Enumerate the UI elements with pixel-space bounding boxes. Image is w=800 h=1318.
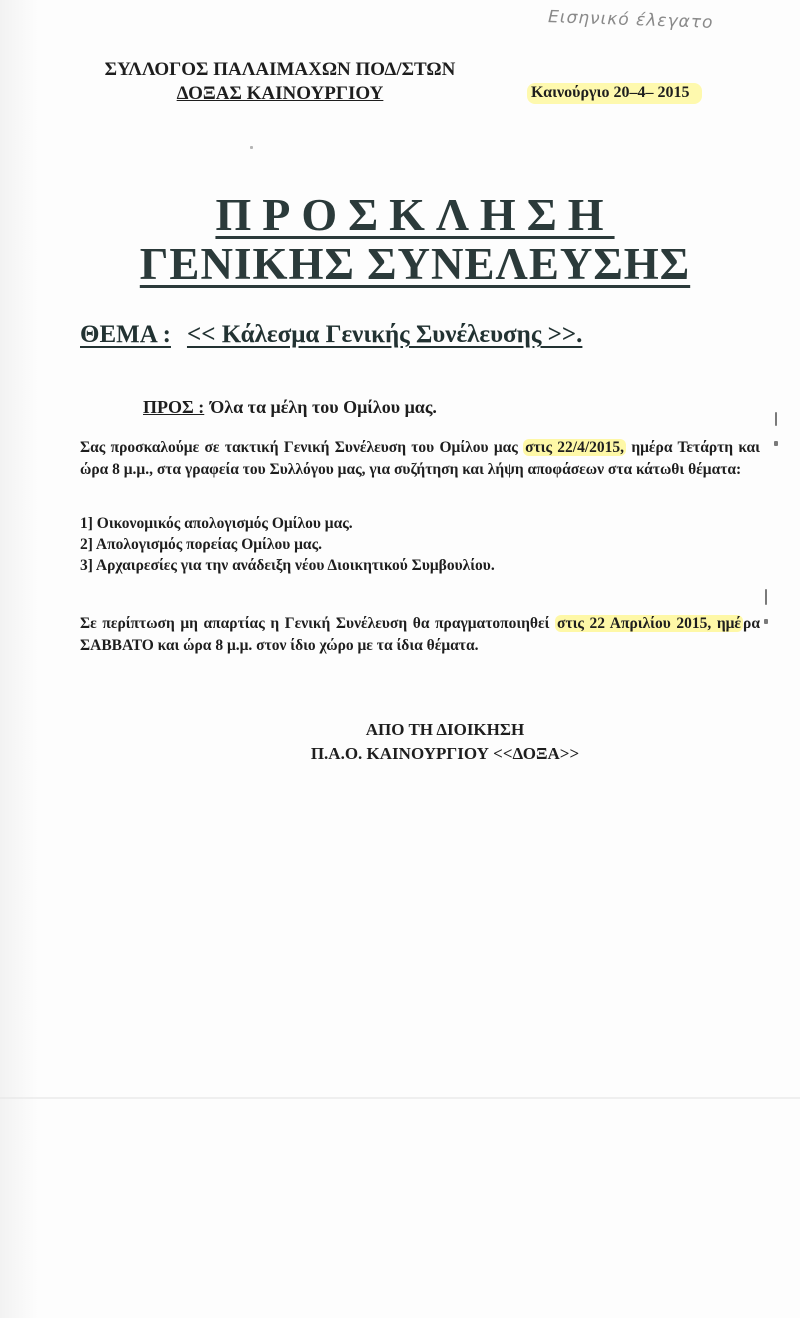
club-name-line1: ΣΥΛΛΟΓΟΣ ΠΑΛΑΙΜΑΧΩΝ ΠΟΔ/ΣΤΩΝ [104, 59, 456, 80]
title-line1 [0, 188, 800, 241]
scan-fold-line [0, 1097, 800, 1099]
paragraph2-date-highlight: στις 22 Απριλίου 2015, ημέ [557, 615, 742, 632]
title-invitation: ΠΡΟΣΚΛΗΣΗ [215, 189, 615, 240]
pen-mark [775, 412, 777, 426]
signature-block [0, 718, 800, 766]
agenda-item: 3] Αρχαιρεσίες για την ανάδειξη νέου Διοικητικού Συμβουλίου. [80, 557, 495, 574]
signature-line1: ΑΠΟ ΤΗ ΔΙΟΙΚΗΣΗ [365, 720, 525, 739]
title-general-assembly: ΓΕΝΙΚΗΣ ΣΥΝΕΛΕΥΣΗΣ [139, 239, 691, 289]
pen-mark [774, 441, 778, 446]
pen-mark [765, 589, 767, 605]
recipients-label: ΠΡΟΣ : [143, 397, 205, 417]
recipients-line [143, 397, 437, 418]
handwritten-note: Εισηνικό έλεγατο [547, 7, 714, 33]
club-name [80, 58, 480, 106]
paragraph1-intro: Σας προσκαλούμε σε τακτική Γενική Συνέλευση του Ομίλου μας [80, 439, 524, 456]
title-line2 [0, 238, 800, 290]
paragraph1-rest: ημέρα Τετάρτη και ώρα 8 μ.μ., στα γραφεία του Συλλόγου μας, για συζήτηση και λήψη αποφάσεων στα κάτωθι θέματα: [80, 439, 760, 478]
no-quorum-paragraph [80, 613, 760, 657]
paragraph1-date-highlight: στις 22/4/2015, [525, 439, 625, 456]
subject-value [187, 321, 582, 348]
recipients-value: Όλα τα μέλη του Ομίλου μας. [210, 397, 437, 417]
subject-line [80, 321, 582, 349]
subject-text: << Κάλεσμα Γενικής Συνέλευσης >>. [186, 321, 583, 348]
agenda-list [80, 513, 495, 576]
signature-line2: Π.Α.Ο. ΚΑΙΝΟΥΡΓΙΟΥ <<ΔΟΞΑ>> [310, 744, 580, 763]
paragraph2-rest: ρα ΣΑΒΒΑΤΟ και ώρα 8 μ.μ. στον ίδιο χώρο με τα ίδια θέματα. [80, 615, 760, 654]
subject-label: ΘΕΜΑ : [80, 321, 171, 348]
club-name-line2: ΔΟΞΑΣ ΚΑΙΝΟΥΡΓΙΟΥ [176, 83, 384, 104]
paragraph2-intro: Σε περίπτωση μη απαρτίας η Γενική Συνέλευση θα πραγματοποιηθεί [80, 615, 556, 632]
document-date: Καινούργιο 20–4– 2015 [527, 83, 702, 104]
pen-mark [764, 619, 768, 624]
invitation-paragraph [80, 437, 760, 481]
agenda-item: 1] Οικονομικός απολογισμός Ομίλου μας. [80, 515, 353, 532]
agenda-item: 2] Απολογισμός πορείας Ομίλου μας. [80, 536, 322, 553]
scan-speck [250, 146, 253, 149]
